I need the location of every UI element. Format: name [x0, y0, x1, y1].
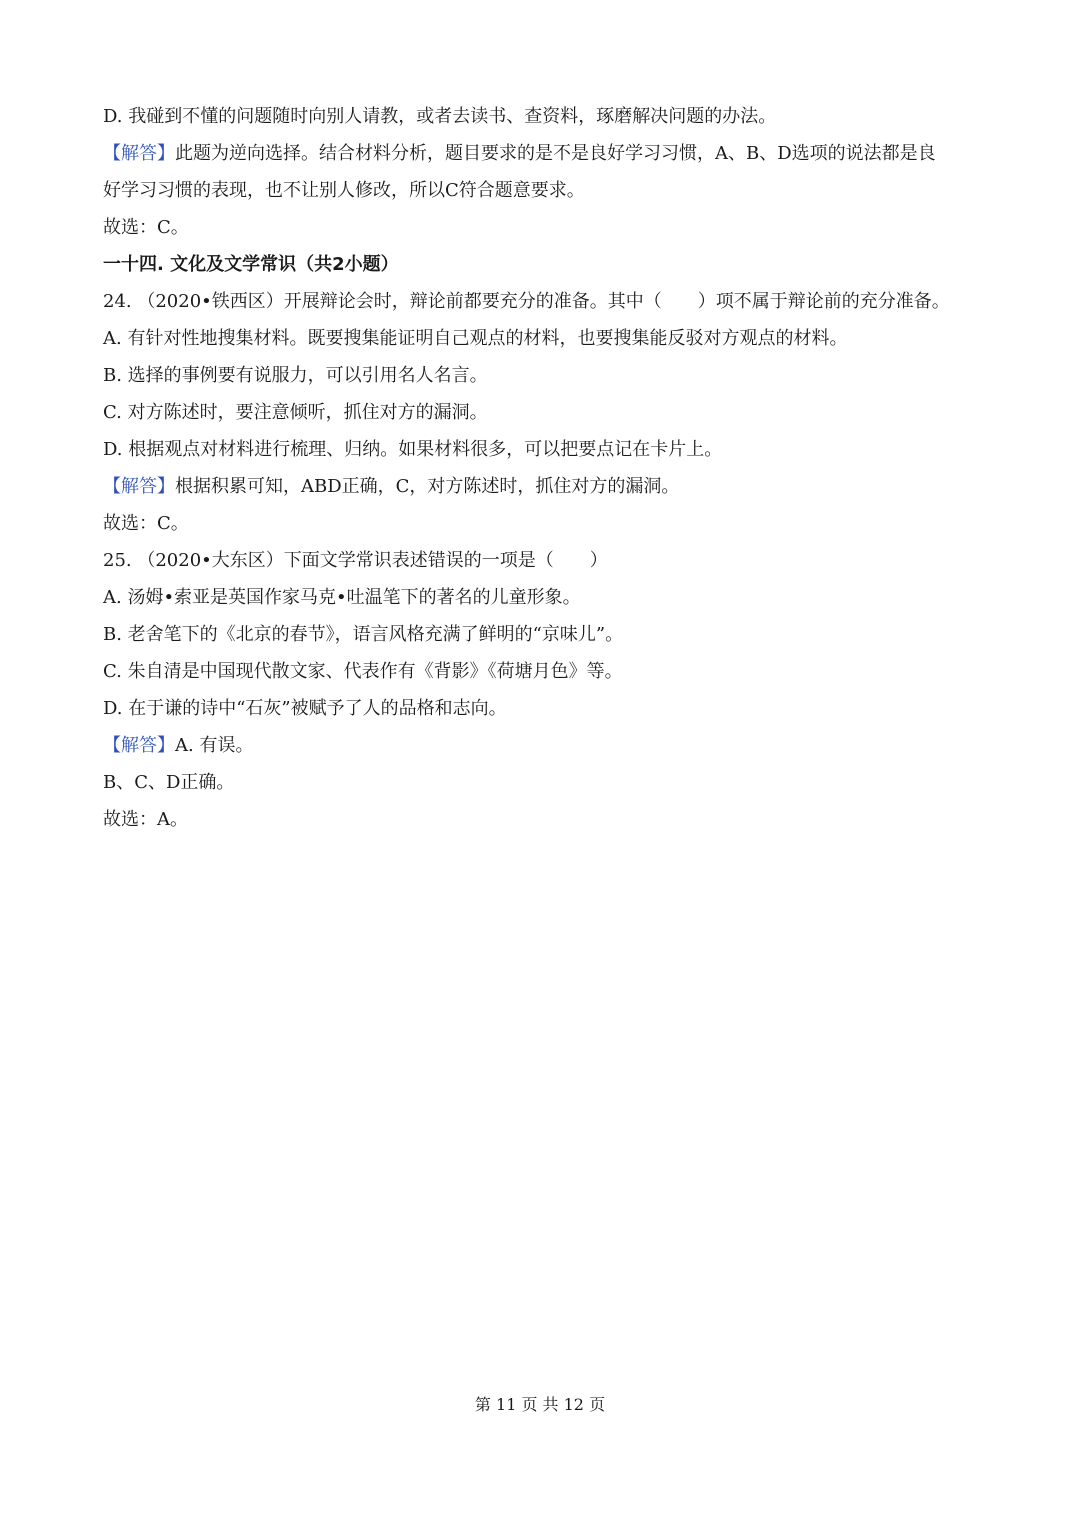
answer-tag: 【解答】 [103, 476, 175, 497]
q24-option-d: D. 根据观点对材料进行梳理、归纳。如果材料很多，可以把要点记在卡片上。 [103, 439, 723, 460]
answer-text: A. 有误。 [175, 735, 254, 756]
q25-answer-continuation: B、C、D正确。 [103, 772, 235, 793]
answer-text: 根据积累可知，ABD正确，C，对方陈述时，抓住对方的漏洞。 [175, 476, 680, 497]
document-body [103, 98, 993, 838]
q25-option-b: B. 老舍笔下的《北京的春节》，语言风格充满了鲜明的“京味儿”。 [103, 624, 624, 645]
q24-answer-line [103, 468, 993, 505]
answer-text: 此题为逆向选择。结合材料分析，题目要求的是不是良好学习习惯，A、B、D选项的说法都是良 [175, 143, 936, 164]
answer-continuation-line: 好学习习惯的表现，也不让别人修改，所以C符合题意要求。 [103, 180, 585, 201]
question-24: 24. （2020•铁西区）开展辩论会时，辩论前都要充分的准备。其中（ ）项不属于辩论前的充分准备。 [103, 291, 950, 312]
q25-option-a: A. 汤姆•索亚是英国作家马克•吐温笔下的著名的儿童形象。 [103, 587, 581, 608]
q25-option-c: C. 朱自清是中国现代散文家、代表作有《背影》《荷塘月色》等。 [103, 661, 623, 682]
q24-choice-line: 故选：C。 [103, 513, 189, 534]
answer-line [103, 135, 993, 172]
section-heading: 一十四. 文化及文学常识（共2小题） [103, 254, 399, 275]
q25-option-d: D. 在于谦的诗中“石灰”被赋予了人的品格和志向。 [103, 698, 507, 719]
option-d-line: D. 我碰到不懂的问题随时向别人请教，或者去读书、查资料，琢磨解决问题的办法。 [103, 106, 777, 127]
q25-answer-line [103, 727, 993, 764]
q24-option-c: C. 对方陈述时，要注意倾听，抓住对方的漏洞。 [103, 402, 488, 423]
q24-option-b: B. 选择的事例要有说服力，可以引用名人名言。 [103, 365, 488, 386]
page-footer [0, 1393, 1080, 1417]
page-number-label: 第 11 页 共 12 页 [474, 1395, 606, 1414]
q24-option-a: A. 有针对性地搜集材料。既要搜集能证明自己观点的材料，也要搜集能反驳对方观点的材料。 [103, 328, 848, 349]
question-25: 25. （2020•大东区）下面文学常识表述错误的一项是（ ） [103, 550, 608, 571]
choice-line: 故选：C。 [103, 217, 189, 238]
q25-choice-line: 故选：A。 [103, 809, 188, 830]
answer-tag: 【解答】 [103, 735, 175, 756]
answer-tag: 【解答】 [103, 143, 175, 164]
